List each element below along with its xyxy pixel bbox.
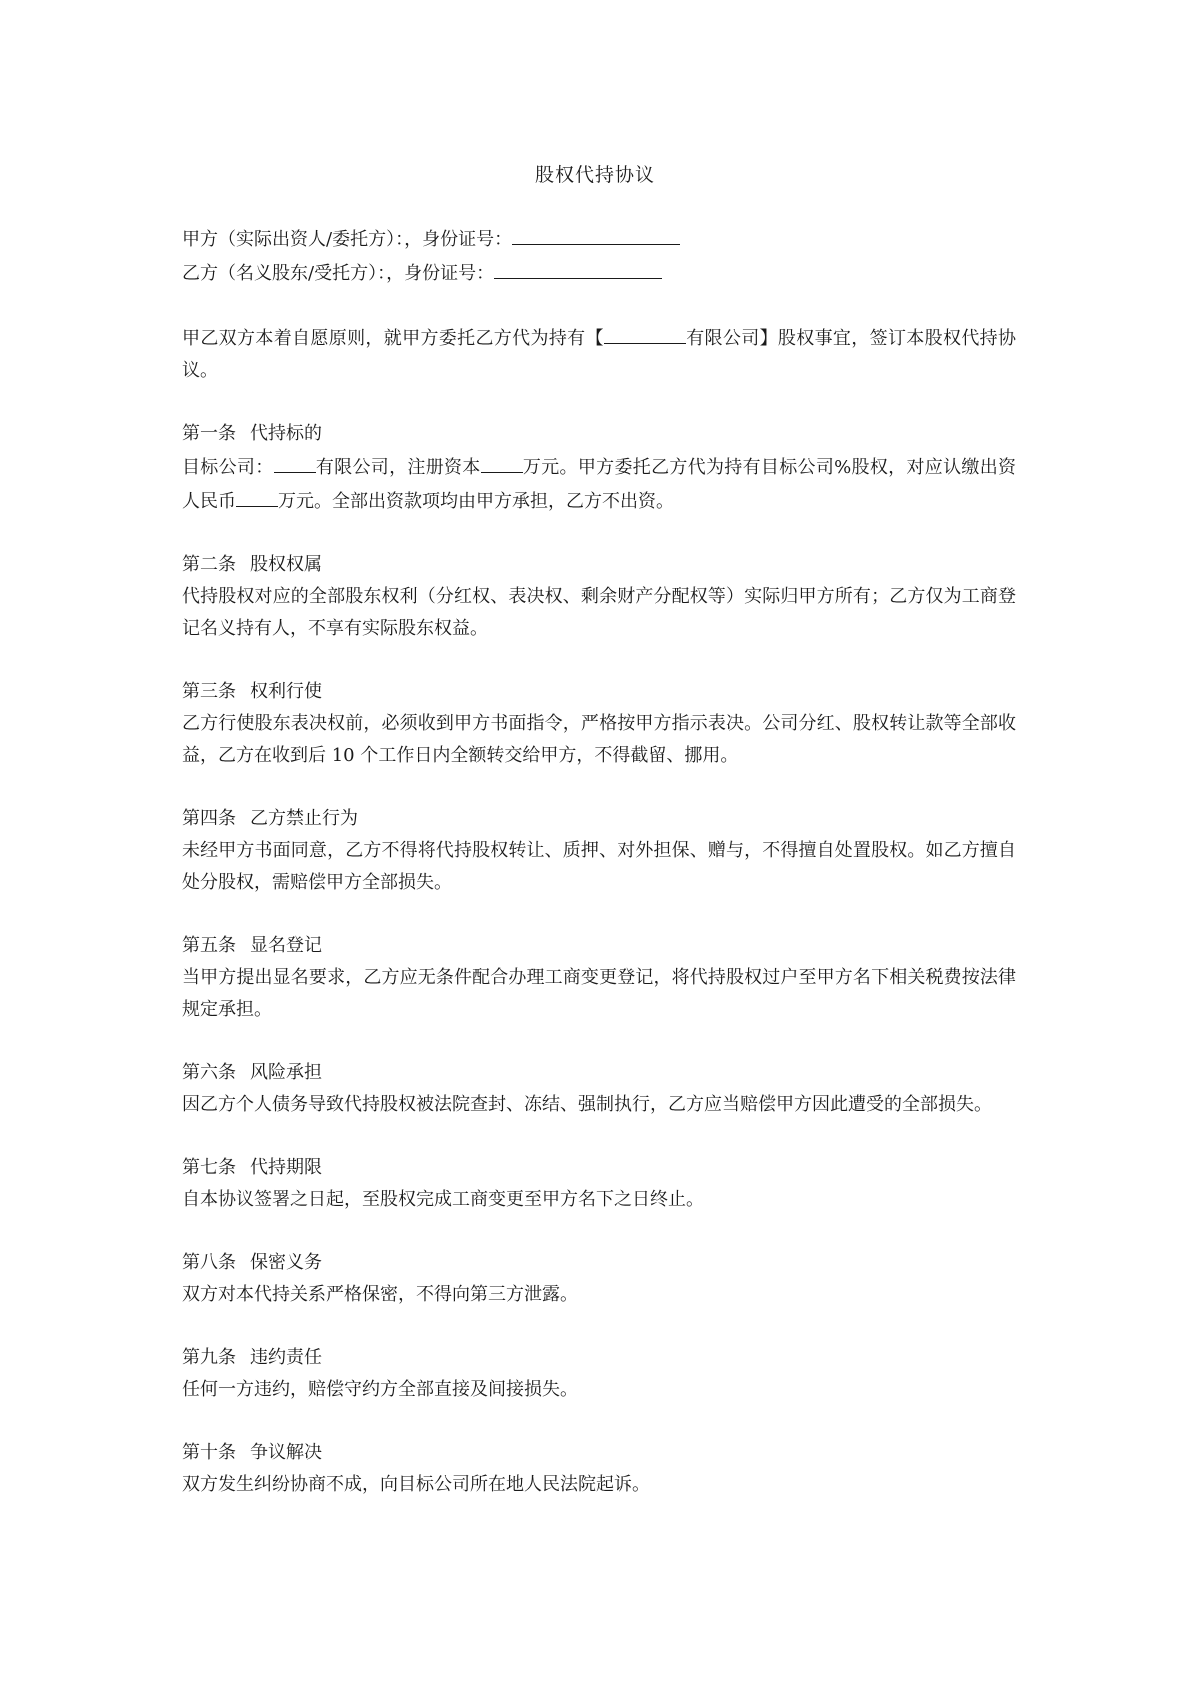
company-name-blank	[604, 321, 686, 344]
article-title: 争议解决	[250, 1442, 322, 1463]
article-10-heading	[182, 1437, 1016, 1469]
article-number: 第四条	[182, 808, 236, 829]
document-body	[182, 222, 1016, 1501]
party-b-label: 乙方（名义股东/受托方）：，身份证号：	[182, 263, 495, 284]
article-3-body: 乙方行使股东表决权前，必须收到甲方书面指令，严格按甲方指示表决。公司分红、股权转让款等全部收益，乙方在收到后 10 个工作日内全额转交给甲方，不得截留、挪用。	[182, 713, 1016, 766]
article-1-segment: 万元。甲方委托乙方代为持有目标公司%股权，对应认缴出资人民币	[182, 457, 1017, 512]
blank-field	[481, 450, 523, 473]
article-number: 第六条	[182, 1062, 236, 1083]
article-number: 第七条	[182, 1157, 236, 1178]
article-number: 第三条	[182, 681, 236, 702]
article-6-heading	[182, 1057, 1016, 1089]
blank-field	[236, 484, 278, 507]
article-title: 乙方禁止行为	[250, 808, 358, 829]
article-title: 权利行使	[250, 681, 322, 702]
article-number: 第一条	[182, 423, 236, 444]
article-4-body: 未经甲方书面同意，乙方不得将代持股权转让、质押、对外担保、赠与，不得擅自处置股权。如乙方擅自处分股权，需赔偿甲方全部损失。	[182, 840, 1016, 893]
article-number: 第十条	[182, 1442, 236, 1463]
article-1-body	[182, 450, 1016, 518]
article-1-heading	[182, 418, 1016, 450]
article-3-heading	[182, 676, 1016, 708]
article-number: 第二条	[182, 554, 236, 575]
article-number: 第九条	[182, 1347, 236, 1368]
article-2-body: 代持股权对应的全部股东权利（分红权、表决权、剩余财产分配权等）实际归甲方所有；乙方仅为工商登记名义持有人，不享有实际股东权益。	[182, 586, 1016, 639]
article-number: 第五条	[182, 935, 236, 956]
document-title: 股权代持协议	[534, 164, 655, 186]
article-number: 第八条	[182, 1252, 236, 1273]
blank-field	[274, 450, 316, 473]
article-6-body: 因乙方个人债务导致代持股权被法院查封、冻结、强制执行，乙方应当赔偿甲方因此遭受的全部损失。	[182, 1094, 992, 1115]
preamble	[182, 321, 1016, 387]
article-8-body: 双方对本代持关系严格保密，不得向第三方泄露。	[182, 1284, 578, 1305]
article-title: 风险承担	[250, 1062, 322, 1083]
article-title: 代持标的	[250, 423, 322, 444]
article-title: 代持期限	[250, 1157, 322, 1178]
article-9-body: 任何一方违约，赔偿守约方全部直接及间接损失。	[182, 1379, 578, 1400]
article-7-body: 自本协议签署之日起，至股权完成工商变更至甲方名下之日终止。	[182, 1189, 704, 1210]
preamble-text-after: 有限公司】股权事宜，签订本股权代持协议。	[182, 328, 1017, 381]
preamble-text-before: 甲乙双方本着自愿原则，就甲方委托乙方代为持有【	[182, 328, 604, 349]
article-title: 保密义务	[250, 1252, 322, 1273]
article-4-heading	[182, 803, 1016, 835]
party-a-line	[182, 222, 1016, 256]
party-a-label: 甲方（实际出资人/委托方）：，身份证号：	[182, 229, 513, 250]
article-1-segment: 有限公司，注册资本	[315, 457, 481, 478]
article-title: 违约责任	[250, 1347, 322, 1368]
article-5-heading	[182, 930, 1016, 962]
article-1-segment: 目标公司：	[182, 457, 274, 478]
article-5-body: 当甲方提出显名要求，乙方应无条件配合办理工商变更登记，将代持股权过户至甲方名下相关税费按法律规定承担。	[182, 967, 1016, 1020]
article-7-heading	[182, 1152, 1016, 1184]
party-b-line	[182, 256, 1016, 290]
article-9-heading	[182, 1342, 1016, 1374]
article-title: 股权权属	[250, 554, 322, 575]
party-b-id-blank	[494, 256, 662, 279]
article-2-heading	[182, 549, 1016, 581]
article-8-heading	[182, 1247, 1016, 1279]
article-title: 显名登记	[250, 935, 322, 956]
article-10-body: 双方发生纠纷协商不成，向目标公司所在地人民法院起诉。	[182, 1474, 650, 1495]
article-1-segment: 万元。全部出资款项均由甲方承担，乙方不出资。	[278, 491, 674, 512]
party-a-id-blank	[512, 222, 680, 245]
